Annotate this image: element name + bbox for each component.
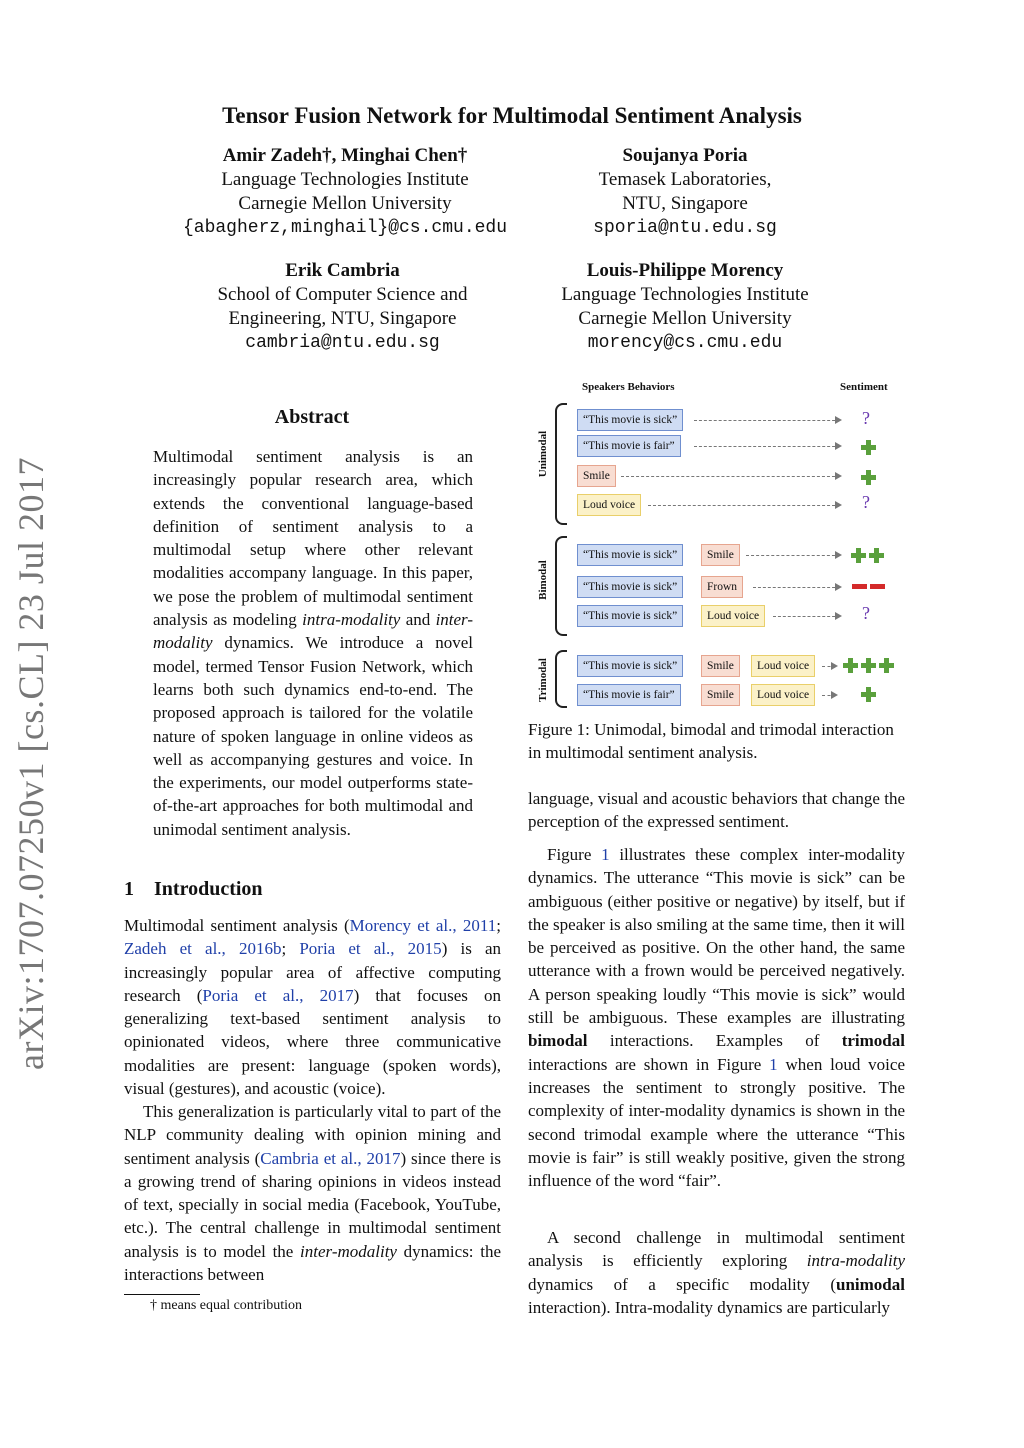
behavior-box-visual: Smile [701, 684, 740, 706]
unimodal-bracket [555, 403, 567, 525]
behavior-box-acoustic: Loud voice [577, 494, 641, 516]
abstract-emphasis: intra-modality [302, 610, 401, 630]
behavior-box-visual: Smile [577, 465, 616, 487]
abstract-heading: Abstract [274, 406, 350, 428]
body-text: interactions. Examples of [587, 1031, 842, 1051]
citation-link[interactable]: Poria et al., 2017 [202, 985, 354, 1005]
abstract-text-part: dynamics. We introduce a novel model, termed Tensor Fusion Network, which learns both such dynamics end-to-end. The proposed approach is tailored for the volatile nature of spoken language in online videos as well as accompanying gestures and voice. In the experiments, our model outperforms state-of-the-art approaches for both multimodal and unimodal sentiment analysis. [153, 633, 473, 839]
plus-icon [869, 548, 884, 563]
figure-column-label-behaviors: Speakers Behaviors [582, 381, 675, 393]
section-number: 1 [124, 878, 134, 900]
body-bold: trimodal [841, 1031, 905, 1051]
intro-text: Multimodal sentiment analysis ( [124, 916, 350, 935]
abstract-text [153, 445, 473, 841]
author-affiliation: Carnegie Mellon University [578, 308, 792, 329]
right-paragraph-1 [528, 843, 905, 1192]
body-text: when loud voice increases the sentiment to strongly positive. The complexity of inter-modality dynamics is shown in the second trimodal example where the utterance “This movie is fair” is still weakly positive, given the strong influence of the word “fair”. [528, 1054, 905, 1191]
figure-reference-link[interactable]: 1 [769, 1054, 778, 1074]
figure-caption: Figure 1: Unimodal, bimodal and trimodal interaction in multimodal sentiment analysis. [528, 720, 894, 763]
footnote-rule [124, 1294, 200, 1295]
arrow-dashed [694, 420, 840, 421]
intro-text: ) that focuses on generalizing text-based sentiment analysis to opinionated videos, where three communicative modalities are present: language (spoken words), visual (gestures), and acoustic (voice). [124, 985, 501, 1099]
figure-1 [527, 378, 905, 708]
intro-paragraph-2 [124, 1100, 501, 1286]
author-affiliation: NTU, Singapore [622, 193, 748, 214]
author-email[interactable]: morency@cs.cmu.edu [587, 333, 783, 353]
arrow-dashed [746, 555, 840, 556]
intro-paragraph-1 [124, 914, 501, 1100]
body-text: interactions are shown in Figure [528, 1054, 770, 1074]
behavior-box-utterance: “This movie is sick” [577, 605, 683, 627]
question-mark-icon: ? [862, 492, 870, 512]
author-name: Louis-Philippe Morency [586, 260, 784, 281]
plus-icon [851, 548, 866, 563]
author-name: Erik Cambria [285, 260, 400, 281]
arrow-dashed [694, 446, 840, 447]
group-label-unimodal: Unimodal [537, 430, 549, 478]
citation-link[interactable]: Zadeh et al., 2016b [124, 939, 282, 959]
body-emphasis: intra-modality [806, 1251, 905, 1271]
figure-reference-link[interactable]: 1 [601, 845, 610, 864]
author-email[interactable]: {abagherz,minghail}@cs.cmu.edu [182, 218, 508, 238]
behavior-box-visual: Smile [701, 544, 740, 566]
citation-link[interactable]: Poria et al., 2015 [299, 939, 442, 959]
arrow-dashed [648, 505, 840, 506]
group-label-trimodal: Trimodal [537, 658, 549, 702]
author-affiliation: Engineering, NTU, Singapore [228, 308, 457, 329]
behavior-box-utterance: “This movie is sick” [577, 576, 683, 598]
body-bold: unimodal [836, 1274, 905, 1294]
body-bold: bimodal [528, 1031, 588, 1051]
plus-icon [861, 470, 876, 485]
author-affiliation: Carnegie Mellon University [238, 193, 452, 214]
behavior-box-visual: Smile [701, 655, 740, 677]
question-mark-icon: ? [862, 408, 870, 428]
intro-text: ; [281, 939, 300, 959]
author-affiliation: Language Technologies Institute [561, 284, 809, 305]
figure-column-label-sentiment: Sentiment [840, 381, 888, 393]
minus-icon [870, 584, 885, 589]
author-email[interactable]: cambria@ntu.edu.sg [245, 333, 440, 353]
behavior-box-utterance: “This movie is sick” [577, 544, 683, 566]
body-text: A second challenge in multimodal sentiment analysis is efficiently exploring [528, 1228, 905, 1271]
plus-icon [879, 658, 894, 673]
plus-icon [861, 687, 876, 702]
arrow-dashed [773, 616, 840, 617]
minus-icon [852, 584, 867, 589]
body-text: dynamics of a specific modality ( [528, 1274, 837, 1294]
behavior-box-utterance: “This movie is fair” [577, 684, 681, 706]
behavior-box-utterance: “This movie is sick” [577, 655, 683, 677]
right-paragraph-2 [528, 1226, 905, 1319]
intro-text: dynamics: the interactions between [124, 1241, 501, 1285]
author-block-poria [520, 144, 850, 240]
behavior-box-utterance: “This movie is sick” [577, 409, 683, 431]
trimodal-bracket [555, 650, 567, 708]
body-text: Figure [547, 845, 602, 864]
intro-text: ) since there is a growing trend of sharing opinions in videos instead of text, specially in social media (Facebook, YouTube, etc.). The central challenge in multimodal sentiment analysis is to model the [124, 1148, 502, 1261]
author-affiliation: Language Technologies Institute [221, 169, 469, 190]
abstract-text-part: Multimodal sentiment analysis is an increasingly popular research area, which extends the conventional language-based definition of sentiment analysis to a multimodal setup where other relevant modalities accompany language. In this paper, we pose the problem of multimodal sentiment analysis as modeling [153, 447, 473, 630]
body-text: illustrates these complex inter-modality dynamics. The utterance “This movie is sick” can be ambiguous (either positive or negative) by itself, but if the speaker is also smiling at the same time, then it will be perceived as positive. On the other hand, the same utterance with a frown would be perceived negatively. A person speaking loudly “This movie is sick” would still be ambiguous. These examples are illustrating [528, 845, 905, 1028]
abstract-emphasis: inter-modality [153, 610, 473, 653]
behavior-box-acoustic: Loud voice [701, 605, 765, 627]
section-title: Introduction [154, 878, 263, 900]
section-heading-introduction [124, 878, 263, 901]
behavior-box-utterance: “This movie is fair” [577, 435, 681, 457]
plus-icon [861, 658, 876, 673]
footnote: † means equal contribution [150, 1298, 303, 1313]
author-name: Amir Zadeh†, Minghai Chen† [222, 145, 468, 166]
body-text: interaction). Intra-modality dynamics are particularly [528, 1297, 891, 1317]
intro-emphasis: inter-modality [300, 1241, 397, 1261]
arrow-dashed [621, 476, 840, 477]
intro-text: This generalization is particularly vital to part of the NLP community dealing with opinion mining and sentiment analysis ( [124, 1102, 501, 1168]
arrow-dashed [753, 587, 840, 588]
author-name: Soujanya Poria [622, 145, 748, 166]
plus-icon [861, 440, 876, 455]
behavior-box-visual: Frown [701, 576, 743, 598]
behavior-box-acoustic: Loud voice [751, 684, 815, 706]
behavior-box-acoustic: Loud voice [751, 655, 815, 677]
arrow-dashed [822, 666, 836, 667]
paper-title: Tensor Fusion Network for Multimodal Sentiment Analysis [222, 103, 802, 128]
right-paragraph-0: language, visual and acoustic behaviors that change the perception of the expressed sentiment. [528, 789, 905, 832]
author-block-zadeh-chen [140, 144, 550, 240]
author-block-cambria [140, 259, 545, 355]
citation-link[interactable]: Morency et al., 2011 [349, 916, 497, 935]
author-affiliation: School of Computer Science and [217, 284, 468, 305]
group-label-bimodal: Bimodal [537, 560, 549, 600]
arxiv-identifier: arXiv:1707.07250v1 [cs.CL] 23 Jul 2017 [11, 457, 51, 1070]
arrow-dashed [822, 695, 836, 696]
author-email[interactable]: sporia@ntu.edu.sg [593, 218, 777, 238]
intro-text: ) is an increasingly popular area of affective computing research ( [124, 939, 502, 1005]
abstract-text-part: and [400, 610, 436, 630]
author-affiliation: Temasek Laboratories, [598, 169, 772, 190]
question-mark-icon: ? [862, 603, 870, 623]
intro-text: ; [496, 916, 502, 935]
plus-icon [843, 658, 858, 673]
bimodal-bracket [555, 536, 567, 636]
citation-link[interactable]: Cambria et al., 2017 [260, 1148, 401, 1168]
author-block-morency [520, 259, 850, 355]
